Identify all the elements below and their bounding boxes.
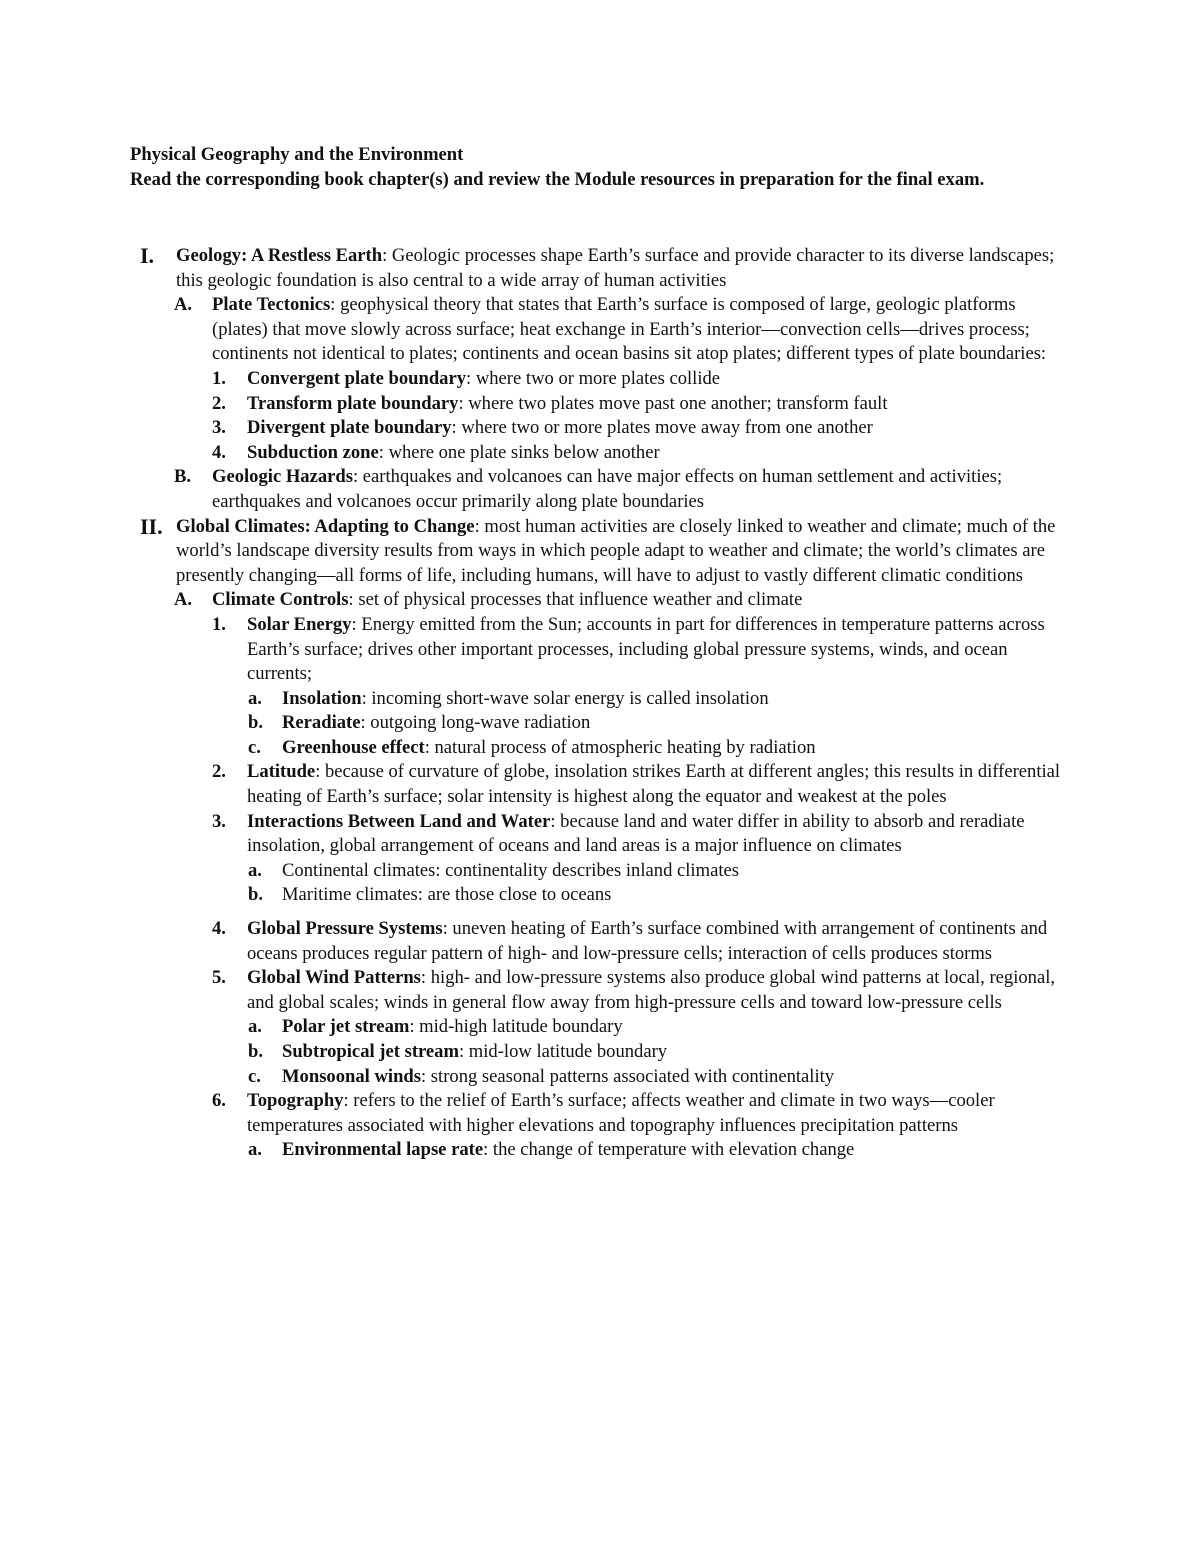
outline-number: A.: [174, 294, 193, 316]
numbered-item: [130, 966, 1070, 1015]
numbered-item: [130, 367, 1070, 392]
numbered-item: [130, 1089, 1070, 1138]
outline-text: : where one plate sinks below another: [378, 441, 660, 463]
outline-number: 6.: [212, 1090, 226, 1112]
outline-text: Maritime climates: are those close to oceans: [282, 884, 612, 906]
lettered-item: [130, 859, 1070, 884]
outline-number: 4.: [212, 918, 226, 940]
outline-term: Latitude: [247, 761, 316, 783]
document-title: Physical Geography and the Environment: [130, 144, 464, 165]
outline-text: : the change of temperature with elevation change: [483, 1139, 855, 1161]
subsection-item: [130, 465, 1070, 514]
outline-text: : mid-low latitude boundary: [458, 1041, 668, 1062]
instructions: Read the corresponding book chapter(s) and review the Module resources in preparation for the final exam.: [130, 168, 985, 190]
outline-text: : because of curvature of globe, insolation strikes Earth at different angles; this results in differential heating of Earth’s surface; solar intensity is highest along the equator and weakest at the poles: [247, 761, 1061, 808]
outline-number: I.: [140, 243, 155, 268]
outline-number: 2.: [212, 761, 226, 783]
outline-term: Interactions Between Land and Water: [247, 810, 551, 832]
outline-term: Reradiate: [282, 712, 361, 734]
section-item: [130, 515, 1070, 589]
subsection-item: [130, 588, 1070, 613]
outline-number: b.: [248, 884, 263, 906]
lettered-item: [130, 711, 1070, 736]
outline-number: a.: [248, 1016, 262, 1038]
section-item: [130, 244, 1070, 293]
outline-term: Divergent plate boundary: [247, 417, 452, 439]
outline-text: : where two plates move past one another; transform fault: [458, 392, 888, 414]
numbered-item: [130, 392, 1070, 417]
outline-number: 3.: [212, 810, 226, 832]
outline-number: II.: [140, 513, 163, 539]
outline-number: a.: [248, 859, 262, 881]
outline-text: : strong seasonal patterns associated with continentality: [420, 1065, 835, 1087]
lettered-item: [130, 1065, 1070, 1090]
outline-text: : because land and water differ in ability to absorb and reradiate insolation, global arrangement of oceans and land areas is a major influence on climates: [247, 810, 1025, 857]
outline-term: Topography: [247, 1090, 344, 1112]
numbered-item: [130, 416, 1070, 441]
outline-text: : natural process of atmospheric heating by radiation: [424, 736, 816, 758]
outline-number: a.: [248, 1139, 262, 1161]
outline-term: Subtropical jet stream: [282, 1041, 459, 1062]
outline-text: Continental climates: continentality describes inland climates: [282, 859, 739, 881]
outline-text: : refers to the relief of Earth’s surface; affects weather and climate in two ways—cooler temperatures associated with higher elevations and topography influences precipitation patterns: [247, 1090, 995, 1136]
outline-term: Monsoonal winds: [282, 1065, 421, 1087]
lettered-item: [130, 736, 1070, 761]
outline-number: 5.: [212, 967, 226, 989]
outline-term: Subduction zone: [247, 441, 379, 463]
outline-text: : geophysical theory that states that Earth’s surface is composed of large, geologic platforms (plates) that move slowly across surface; heat exchange in Earth’s interior—convection cells—drives process; continents not identical to plates; continents and ocean basins sit atop plates; different types of plate boundaries:: [212, 294, 1047, 365]
outline-term: Global Climates: Adapting to Change: [176, 515, 475, 537]
numbered-item: [130, 613, 1070, 687]
outline-number: 1.: [212, 613, 226, 635]
outline-term: Environmental lapse rate: [282, 1139, 484, 1161]
outline-text: : most human activities are closely linked to weather and climate; much of the world’s landscape diversity results from ways in which people adapt to weather and climate; the world’s climates are presently changing—all forms of life, including humans, will have to adjust to vastly different climatic conditions: [176, 515, 1056, 586]
outline-number: 4.: [212, 441, 226, 463]
outline-text: : Energy emitted from the Sun; accounts in part for differences in temperature patterns across Earth’s surface; drives other important processes, including global pressure systems, winds, and ocean currents;: [247, 613, 1045, 685]
outline-text: : outgoing long-wave radiation: [360, 712, 591, 734]
outline: [130, 244, 1070, 1163]
outline-number: b.: [248, 712, 263, 734]
outline-term: Climate Controls: [212, 589, 349, 611]
lettered-item: [130, 687, 1070, 712]
outline-term: Polar jet stream: [282, 1016, 410, 1038]
outline-number: 3.: [212, 417, 226, 439]
outline-number: 2.: [212, 392, 226, 414]
outline-term: Insolation: [282, 687, 362, 709]
outline-term: Convergent plate boundary: [247, 367, 467, 389]
outline-number: c.: [248, 1065, 261, 1087]
outline-number: B.: [174, 466, 192, 488]
lettered-item: [130, 1138, 1070, 1163]
outline-number: c.: [248, 736, 261, 758]
header: [130, 143, 1070, 192]
outline-term: Plate Tectonics: [212, 294, 331, 316]
lettered-item: [130, 1040, 1070, 1065]
outline-text: : Geologic processes shape Earth’s surface and provide character to its diverse landscapes; this geologic foundation is also central to a wide array of human activities: [176, 245, 1055, 291]
outline-text: : where two or more plates collide: [466, 367, 721, 389]
outline-term: Global Pressure Systems: [247, 918, 443, 940]
outline-text: : where two or more plates move away from one another: [451, 417, 873, 439]
numbered-item: [130, 917, 1070, 966]
outline-text: : set of physical processes that influence weather and climate: [348, 589, 803, 611]
lettered-item: [130, 1015, 1070, 1040]
outline-term: Greenhouse effect: [282, 736, 425, 758]
outline-text: : high- and low-pressure systems also produce global wind patterns at local, regional, and global scales; winds in general flow away from high-pressure cells and toward low-pressure cells: [247, 967, 1056, 1013]
outline-number: A.: [174, 589, 193, 611]
outline-number: 1.: [212, 367, 226, 389]
outline-term: Geology: A Restless Earth: [176, 245, 383, 266]
outline-text: : earthquakes and volcanoes can have major effects on human settlement and activities; earthquakes and volcanoes occur primarily along plate boundaries: [212, 466, 1003, 512]
outline-text: : uneven heating of Earth’s surface combined with arrangement of continents and oceans produces regular pattern of high- and low-pressure cells; interaction of cells produces storms: [247, 918, 1048, 964]
subsection-item: [130, 293, 1070, 367]
numbered-item: [130, 441, 1070, 466]
outline-term: Geologic Hazards: [212, 466, 353, 488]
outline-term: Global Wind Patterns: [247, 967, 421, 989]
outline-term: Solar Energy: [247, 613, 352, 635]
outline-number: b.: [248, 1041, 263, 1062]
numbered-item: [130, 810, 1070, 859]
lettered-item: [130, 883, 1070, 908]
outline-text: : mid-high latitude boundary: [409, 1016, 623, 1038]
outline-number: a.: [248, 687, 262, 709]
numbered-item: [130, 760, 1070, 809]
outline-term: Transform plate boundary: [247, 392, 459, 414]
outline-text: : incoming short-wave solar energy is called insolation: [361, 687, 769, 709]
